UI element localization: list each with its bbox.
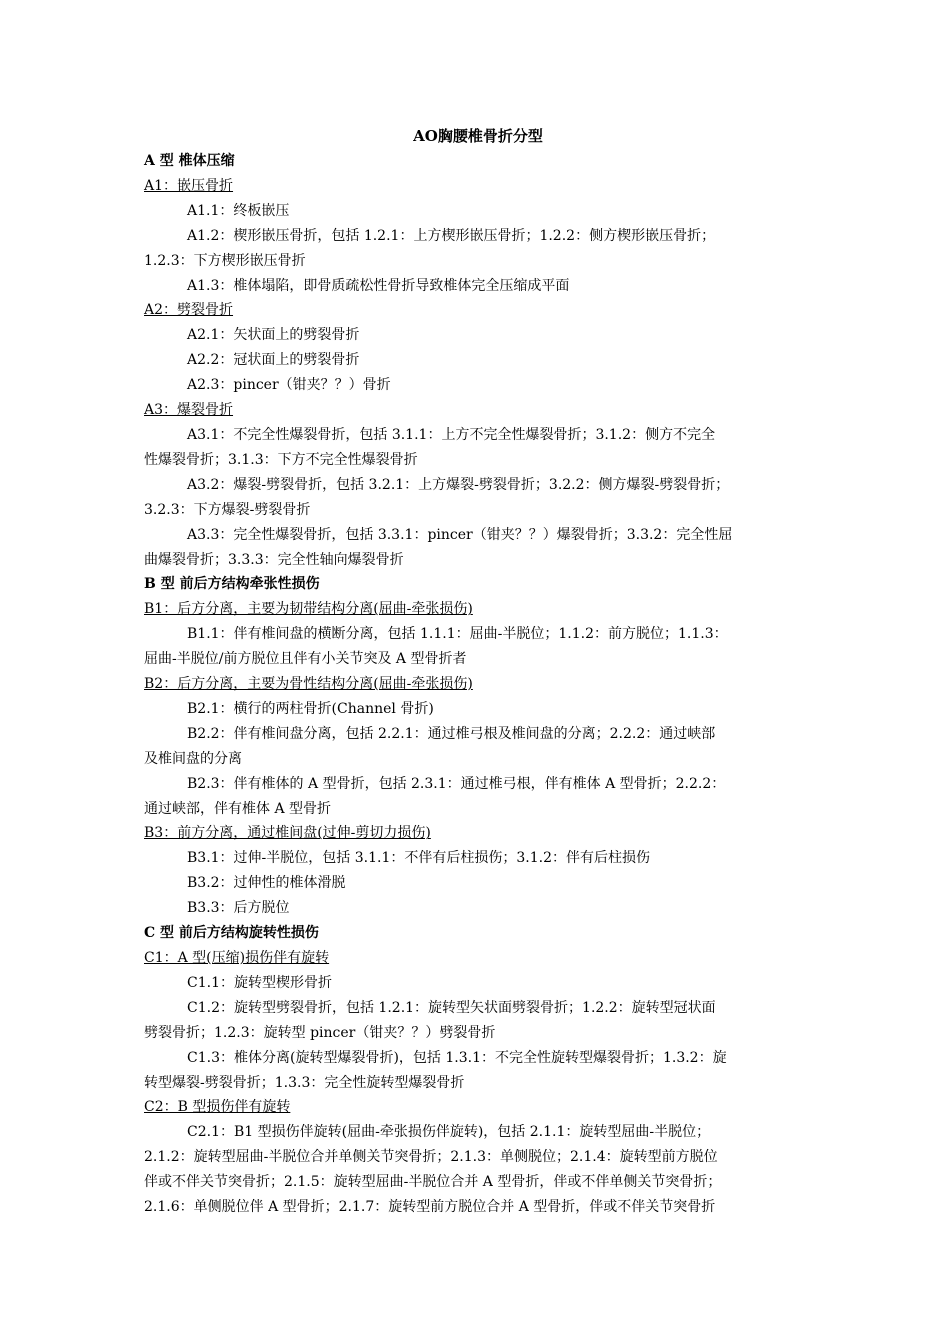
text-continuation: 2.1.2：旋转型屈曲-半脱位合并单侧关节突骨折；2.1.3：单侧脱位；2.1.4：旋转型前方脱位: [144, 1149, 718, 1166]
classification-item: A2.2：冠状面上的劈裂骨折: [187, 352, 360, 369]
classification-item: B3.3：后方脱位: [187, 900, 290, 917]
classification-item: B2.2：伴有椎间盘分离，包括 2.2.1：通过椎弓根及椎间盘的分离；2.2.2：通过峡部: [187, 725, 716, 742]
subsection-heading: B2：后方分离，主要为骨性结构分离(屈曲-牵张损伤): [144, 676, 473, 693]
section-heading: B 型 前后方结构牵张性损伤: [144, 576, 320, 593]
classification-item: C2.1：B1 型损伤伴旋转(屈曲-牵张损伤伴旋转)，包括 2.1.1：旋转型屈曲-半脱位；: [187, 1124, 711, 1141]
classification-item: B3.2：过伸性的椎体滑脱: [187, 875, 346, 892]
subsection-heading: A3：爆裂骨折: [144, 402, 234, 419]
document-body: [144, 149, 812, 1220]
classification-item: A3.1：不完全性爆裂骨折，包括 3.1.1：上方不完全性爆裂骨折；3.1.2：侧方不完全: [187, 426, 716, 443]
text-continuation: 性爆裂骨折；3.1.3：下方不完全性爆裂骨折: [144, 451, 418, 468]
classification-item: A3.2：爆裂-劈裂骨折，包括 3.2.1：上方爆裂-劈裂骨折；3.2.2：侧方爆裂-劈裂骨折；: [187, 476, 730, 493]
classification-item: C1.2：旋转型劈裂骨折，包括 1.2.1：旋转型矢状面劈裂骨折；1.2.2：旋转型冠状面: [187, 999, 716, 1016]
classification-item: A1.2：楔形嵌压骨折，包括 1.2.1：上方楔形嵌压骨折；1.2.2：侧方楔形嵌压骨折；: [187, 227, 716, 244]
classification-item: C1.1：旋转型楔形骨折: [187, 974, 332, 991]
text-continuation: 2.1.6：单侧脱位伴 A 型骨折；2.1.7：旋转型前方脱位合并 A 型骨折，伴或不伴关节突骨折: [144, 1199, 716, 1216]
text-continuation: 曲爆裂骨折；3.3.3：完全性轴向爆裂骨折: [144, 551, 404, 568]
subsection-heading: B1：后方分离，主要为韧带结构分离(屈曲-牵张损伤): [144, 601, 473, 618]
subsection-heading: A2：劈裂骨折: [144, 302, 234, 319]
classification-item: C1.3：椎体分离(旋转型爆裂骨折)，包括 1.3.1：不完全性旋转型爆裂骨折；1.3.2：旋: [187, 1049, 727, 1066]
classification-item: A2.1：矢状面上的劈裂骨折: [187, 327, 360, 344]
document-title: AO胸腰椎骨折分型: [413, 127, 543, 145]
subsection-heading: A1：嵌压骨折: [144, 177, 234, 194]
text-continuation: 劈裂骨折；1.2.3：旋转型 pincer（钳夹？？）劈裂骨折: [144, 1024, 496, 1041]
text-continuation: 1.2.3：下方楔形嵌压骨折: [144, 252, 306, 269]
classification-item: A3.3：完全性爆裂骨折，包括 3.3.1：pincer（钳夹？？）爆裂骨折；3.3.2：完全性屈: [187, 526, 733, 543]
text-continuation: 伴或不伴关节突骨折；2.1.5：旋转型屈曲-半脱位合并 A 型骨折，伴或不伴单侧关节突骨折；: [144, 1174, 722, 1191]
text-continuation: 及椎间盘的分离: [144, 750, 242, 767]
classification-item: A2.3：pincer（钳夹？？）骨折: [187, 377, 391, 394]
section-heading: A 型 椎体压缩: [144, 153, 235, 169]
classification-item: B2.3：伴有椎体的 A 型骨折，包括 2.3.1：通过椎弓根，伴有椎体 A 型骨折；2.2.2：: [187, 775, 726, 792]
subsection-heading: C2：B 型损伤伴有旋转: [144, 1099, 291, 1116]
text-continuation: 通过峡部，伴有椎体 A 型骨折: [144, 800, 332, 817]
classification-item: B2.1：横行的两柱骨折(Channel 骨折): [187, 700, 434, 717]
document-page: [144, 124, 812, 1220]
classification-item: A1.1：终板嵌压: [187, 202, 290, 219]
text-continuation: 3.2.3：下方爆裂-劈裂骨折: [144, 501, 311, 518]
classification-item: A1.3：椎体塌陷，即骨质疏松性骨折导致椎体完全压缩成平面: [187, 277, 570, 294]
section-heading: C 型 前后方结构旋转性损伤: [144, 925, 319, 942]
text-continuation: 屈曲-半脱位/前方脱位且伴有小关节突及 A 型骨折者: [144, 651, 467, 668]
text-continuation: 转型爆裂-劈裂骨折；1.3.3：完全性旋转型爆裂骨折: [144, 1074, 465, 1091]
subsection-heading: C1：A 型(压缩)损伤伴有旋转: [144, 950, 330, 966]
subsection-heading: B3：前方分离，通过椎间盘(过伸-剪切力损伤): [144, 825, 431, 842]
classification-item: B3.1：过伸-半脱位，包括 3.1.1：不伴有后柱损伤；3.1.2：伴有后柱损伤: [187, 850, 650, 867]
classification-item: B1.1：伴有椎间盘的横断分离，包括 1.1.1：屈曲-半脱位；1.1.2：前方脱位；1.1.3：: [187, 626, 728, 643]
